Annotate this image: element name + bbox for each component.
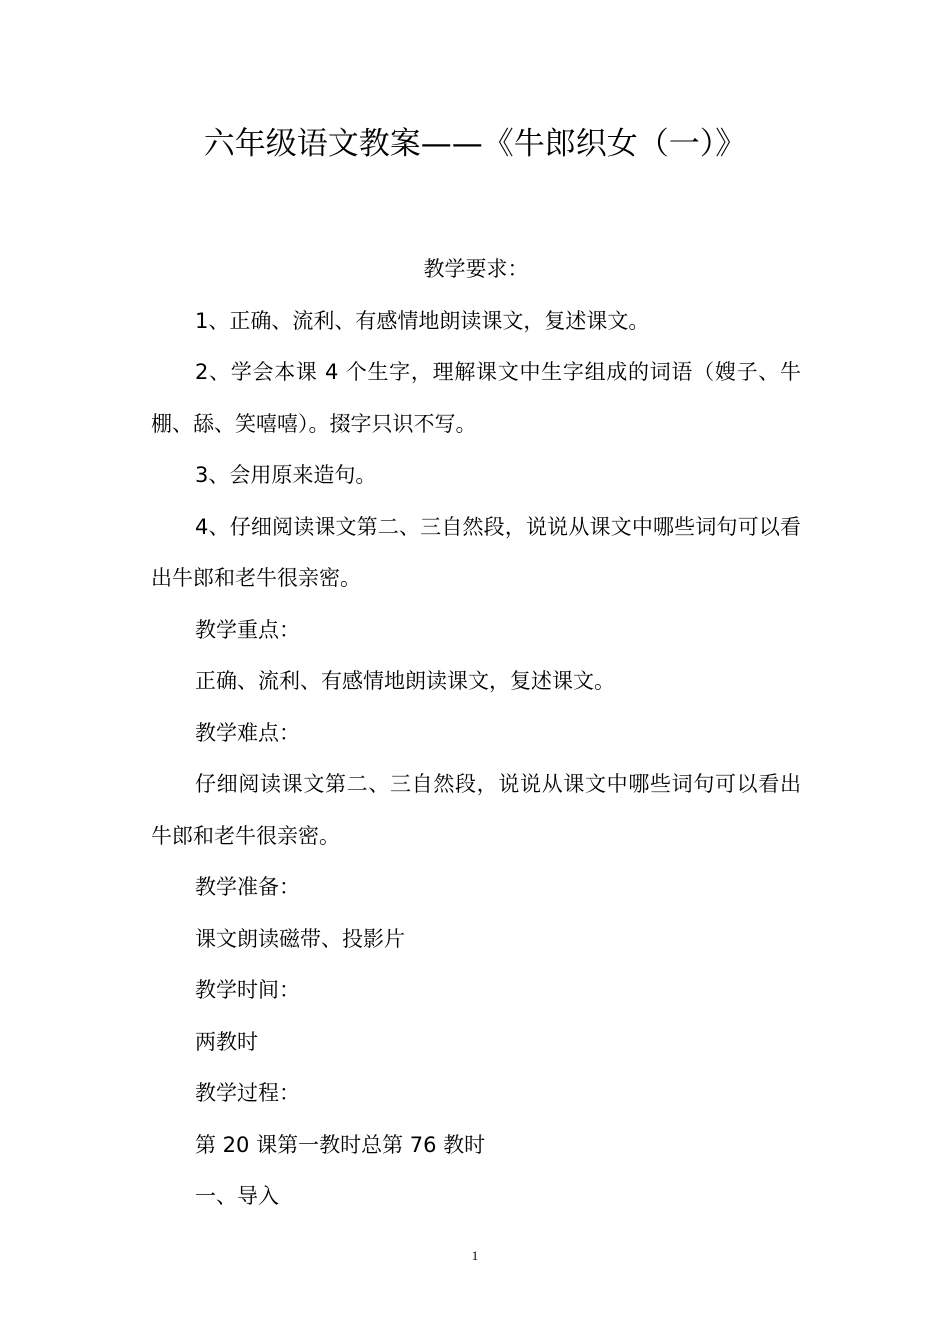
- requirement-item-3: 3、会用原来造句。: [195, 463, 377, 487]
- lesson-period-text: 第 20 课第一教时总第 76 教时: [195, 1132, 486, 1157]
- difficulties-text: 仔细阅读课文第二、三自然段，说说从课文中哪些词句可以看出牛郎和老牛很亲密。: [151, 772, 801, 848]
- requirement-item-4: 4、仔细阅读课文第二、三自然段，说说从课文中哪些词句可以看出牛郎和老牛很亲密。: [151, 514, 801, 590]
- document-title: 六年级语文教案——《牛郎织女（一）》: [203, 126, 747, 162]
- preparation-text: 课文朗读磁带、投影片: [195, 926, 405, 951]
- section-heading-time: 教学时间：: [195, 978, 300, 1002]
- requirement-item-2: 2、学会本课 4 个生字，理解课文中生字组成的词语（嫂子、牛棚、舔、笑嘻嘻）。掇字只识不写。: [151, 360, 801, 436]
- time-text: 两教时: [195, 1029, 258, 1054]
- section-heading-process: 教学过程：: [195, 1081, 300, 1105]
- page-number: 1: [471, 1248, 479, 1263]
- section-heading-key-points: 教学重点：: [195, 617, 300, 642]
- section-heading-requirements: 教学要求：: [423, 257, 529, 281]
- section-heading-preparation: 教学准备：: [195, 875, 300, 899]
- process-step-introduction: 一、导入: [195, 1184, 279, 1208]
- document-body: [151, 244, 801, 1223]
- requirement-item-1: 1、正确、流利、有感情地朗读课文，复述课文。: [195, 308, 650, 333]
- section-heading-difficulties: 教学难点：: [195, 720, 300, 745]
- key-points-text: 正确、流利、有感情地朗读课文，复述课文。: [195, 669, 615, 693]
